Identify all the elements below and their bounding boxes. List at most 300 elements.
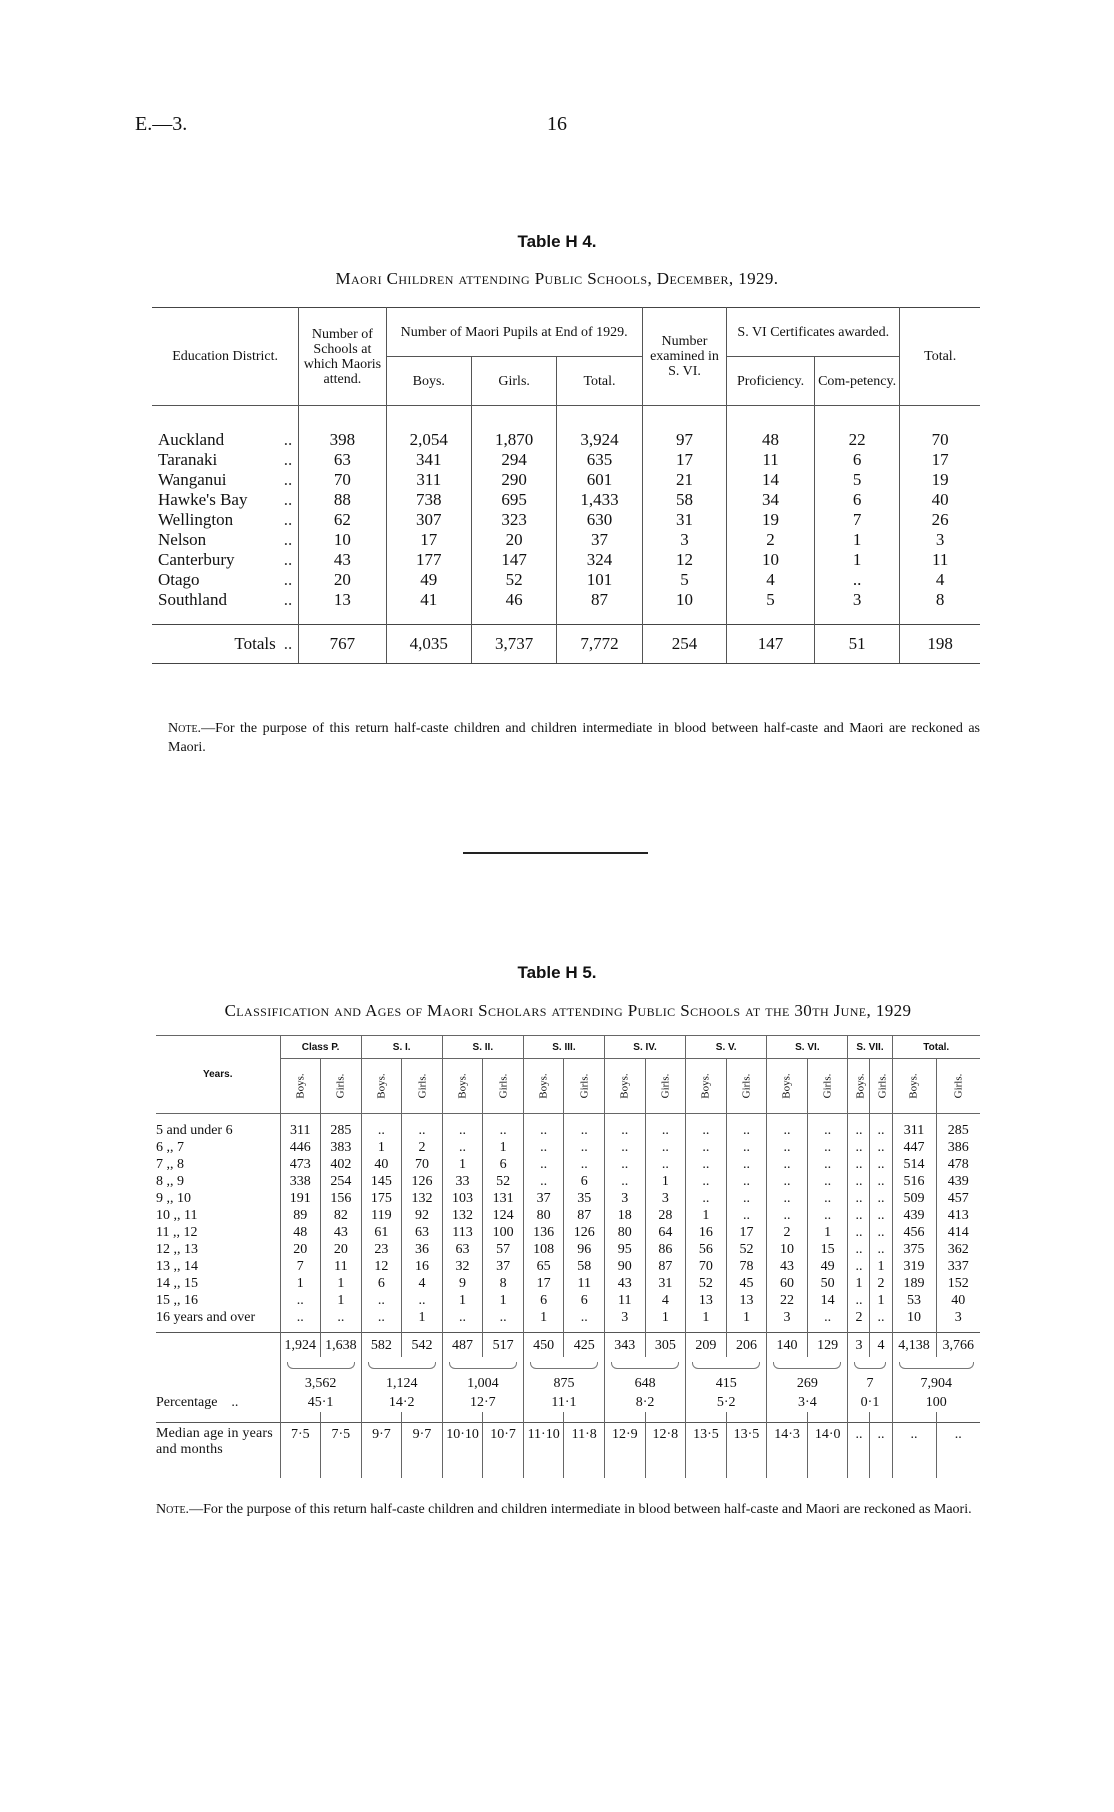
value-cell: .. — [807, 1207, 848, 1224]
col-proficiency: Proficiency. — [727, 357, 815, 406]
value-cell: .. — [848, 1258, 870, 1275]
cell-girls: 147 — [471, 550, 556, 570]
median-cell: 14·3 — [767, 1423, 808, 1479]
value-cell: 446 — [280, 1139, 321, 1156]
age-cell: 15 ,, 16 — [156, 1293, 198, 1308]
sum-cell: 425 — [564, 1333, 605, 1358]
value-cell: 4 — [645, 1292, 686, 1309]
value-cell: 3 — [936, 1309, 980, 1326]
cell-prof: 48 — [727, 430, 815, 450]
median-label: Median age in years and months — [156, 1423, 280, 1479]
value-cell: 58 — [564, 1258, 605, 1275]
district-cell — [152, 430, 299, 450]
cell-examined: 21 — [642, 470, 727, 490]
group-header: S. VII. — [848, 1036, 892, 1059]
combined-cell: 875 — [523, 1374, 604, 1393]
value-cell: 95 — [605, 1241, 646, 1258]
sum-cell: 209 — [686, 1333, 727, 1358]
group-brace — [449, 1362, 517, 1369]
total-cell-tot: 198 — [900, 625, 980, 664]
value-cell: .. — [686, 1173, 727, 1190]
value-cell: .. — [321, 1309, 362, 1326]
group-brace — [692, 1362, 760, 1369]
leader-dots: .. — [231, 1395, 239, 1410]
value-cell: 89 — [280, 1207, 321, 1224]
cell-comp: 1 — [814, 530, 900, 550]
median-cell: 11·8 — [564, 1423, 605, 1479]
col-girls: Girls. — [471, 357, 556, 406]
cell-tot: 40 — [900, 490, 980, 510]
total-cell-examined: 254 — [642, 625, 727, 664]
cell-total: 87 — [557, 590, 642, 610]
value-cell: 1 — [483, 1292, 524, 1309]
value-cell: 10 — [892, 1309, 936, 1326]
value-cell: 1 — [442, 1156, 483, 1173]
value-cell: 119 — [361, 1207, 402, 1224]
combined-cell: 648 — [605, 1374, 686, 1393]
value-cell: 20 — [280, 1241, 321, 1258]
value-cell: 56 — [686, 1241, 727, 1258]
group-header: S. I. — [361, 1036, 442, 1059]
percentage-cell: 0·1 — [848, 1393, 892, 1412]
brace-cell — [361, 1357, 442, 1374]
value-cell: 2 — [402, 1139, 443, 1156]
value-cell: 28 — [645, 1207, 686, 1224]
table-h4-title: Table H 4. — [517, 232, 597, 251]
value-cell: 1 — [321, 1292, 362, 1309]
value-cell: 17 — [726, 1224, 767, 1241]
cell-comp: 5 — [814, 470, 900, 490]
value-cell: 1 — [442, 1292, 483, 1309]
boys-label: Boys. — [456, 1073, 469, 1099]
sum-cell: 487 — [442, 1333, 483, 1358]
value-cell: 80 — [523, 1207, 564, 1224]
value-cell: 100 — [483, 1224, 524, 1241]
median-cell: 9·7 — [402, 1423, 443, 1479]
value-cell: 439 — [892, 1207, 936, 1224]
value-cell: .. — [361, 1309, 402, 1326]
girls-label: Girls. — [497, 1073, 510, 1099]
value-cell: 3 — [645, 1190, 686, 1207]
value-cell: 514 — [892, 1156, 936, 1173]
value-cell: 43 — [321, 1224, 362, 1241]
leader-dots: .. — [283, 634, 293, 653]
value-cell: 103 — [442, 1190, 483, 1207]
value-cell: .. — [726, 1139, 767, 1156]
boys-label: Boys. — [908, 1073, 920, 1099]
girls-header — [321, 1059, 362, 1114]
value-cell: .. — [402, 1122, 443, 1139]
value-cell: .. — [870, 1241, 892, 1258]
value-cell: 4 — [402, 1275, 443, 1292]
value-cell: 23 — [361, 1241, 402, 1258]
value-cell: 48 — [280, 1224, 321, 1241]
sum-cell: 206 — [726, 1333, 767, 1358]
value-cell: .. — [807, 1190, 848, 1207]
median-cell: 13·5 — [686, 1423, 727, 1479]
value-cell: 36 — [402, 1241, 443, 1258]
sum-cell: 3 — [848, 1333, 870, 1358]
cell-schools: 10 — [299, 530, 386, 550]
value-cell: 3 — [605, 1190, 646, 1207]
value-cell: .. — [848, 1173, 870, 1190]
value-cell: .. — [645, 1156, 686, 1173]
value-cell: .. — [807, 1122, 848, 1139]
value-cell: .. — [848, 1190, 870, 1207]
boys-label: Boys. — [375, 1073, 388, 1099]
value-cell: .. — [686, 1139, 727, 1156]
cell-boys: 49 — [386, 570, 471, 590]
value-cell: .. — [870, 1122, 892, 1139]
value-cell: 311 — [280, 1122, 321, 1139]
value-cell: 1 — [645, 1309, 686, 1326]
value-cell: .. — [848, 1122, 870, 1139]
cell-examined: 5 — [642, 570, 727, 590]
district-cell — [152, 570, 299, 590]
value-cell: .. — [564, 1156, 605, 1173]
value-cell: 126 — [564, 1224, 605, 1241]
girls-label: Girls. — [876, 1073, 889, 1099]
district-cell — [152, 470, 299, 490]
value-cell: 43 — [605, 1275, 646, 1292]
percentage-label-cell — [156, 1393, 280, 1412]
total-cell-total: 7,772 — [557, 625, 642, 664]
girls-label: Girls. — [659, 1073, 672, 1099]
value-cell: 22 — [767, 1292, 808, 1309]
group-header: S. V. — [686, 1036, 767, 1059]
group-header: S. II. — [442, 1036, 523, 1059]
girls-label: Girls. — [578, 1073, 591, 1099]
table-h4-note — [168, 719, 980, 757]
leader-dots: .. — [283, 570, 293, 589]
value-cell: 338 — [280, 1173, 321, 1190]
girls-header — [870, 1059, 892, 1114]
value-cell: 132 — [402, 1190, 443, 1207]
value-cell: 113 — [442, 1224, 483, 1241]
boys-header — [280, 1059, 321, 1114]
value-cell: 87 — [564, 1207, 605, 1224]
page-header — [135, 113, 979, 141]
value-cell: 285 — [936, 1122, 980, 1139]
median-cell: 14·0 — [807, 1423, 848, 1479]
total-cell-schools: 767 — [299, 625, 386, 664]
value-cell: 31 — [645, 1275, 686, 1292]
girls-label: Girls. — [821, 1073, 834, 1099]
value-cell: 402 — [321, 1156, 362, 1173]
cell-boys: 41 — [386, 590, 471, 610]
value-cell: 65 — [523, 1258, 564, 1275]
boys-label: Boys. — [855, 1073, 868, 1099]
value-cell: .. — [870, 1156, 892, 1173]
value-cell: .. — [870, 1173, 892, 1190]
total-cell-comp: 51 — [814, 625, 900, 664]
district-cell — [152, 590, 299, 610]
cell-total: 101 — [557, 570, 642, 590]
spacer-row — [156, 1412, 980, 1423]
value-cell: 285 — [321, 1122, 362, 1139]
group-brace — [287, 1362, 355, 1369]
brace-cell — [686, 1357, 767, 1374]
leader-dots: .. — [283, 550, 293, 569]
brace-cell — [605, 1357, 686, 1374]
totals-label: Totals — [234, 634, 276, 653]
value-cell: .. — [767, 1156, 808, 1173]
median-cell: 9·7 — [361, 1423, 402, 1479]
value-cell: 6 — [564, 1292, 605, 1309]
cell-schools: 20 — [299, 570, 386, 590]
boys-label: Boys. — [699, 1073, 712, 1099]
combined-cell: 1,124 — [361, 1374, 442, 1393]
value-cell: 61 — [361, 1224, 402, 1241]
value-cell: .. — [361, 1122, 402, 1139]
total-cell-girls: 3,737 — [471, 625, 556, 664]
group-header: S. III. — [523, 1036, 604, 1059]
col-pupils-total: Total. — [557, 357, 642, 406]
median-cell: 7·5 — [280, 1423, 321, 1479]
district-name: Taranaki — [158, 450, 218, 469]
value-cell: .. — [605, 1139, 646, 1156]
value-cell: .. — [605, 1122, 646, 1139]
value-cell: 63 — [402, 1224, 443, 1241]
boys-label: Boys. — [294, 1073, 307, 1099]
value-cell: 33 — [442, 1173, 483, 1190]
cell-total: 3,924 — [557, 430, 642, 450]
group-header: S. VI. — [767, 1036, 848, 1059]
note-label: Note. — [156, 1502, 190, 1517]
cell-prof: 14 — [727, 470, 815, 490]
girls-header — [936, 1059, 980, 1114]
value-cell: 2 — [848, 1309, 870, 1326]
value-cell: .. — [605, 1156, 646, 1173]
value-cell: .. — [848, 1207, 870, 1224]
median-cell: .. — [892, 1423, 936, 1479]
value-cell: 1 — [645, 1173, 686, 1190]
median-cell: 11·10 — [523, 1423, 564, 1479]
value-cell: .. — [726, 1173, 767, 1190]
value-cell: .. — [686, 1190, 727, 1207]
table-row — [156, 1224, 980, 1241]
value-cell: .. — [767, 1190, 808, 1207]
value-cell: 152 — [936, 1275, 980, 1292]
value-cell: .. — [870, 1190, 892, 1207]
cell-tot: 8 — [900, 590, 980, 610]
value-cell: 3 — [767, 1309, 808, 1326]
value-cell: .. — [726, 1122, 767, 1139]
value-cell: 131 — [483, 1190, 524, 1207]
sum-label-cell — [156, 1333, 280, 1358]
cell-schools: 13 — [299, 590, 386, 610]
sum-cell: 129 — [807, 1333, 848, 1358]
note-label: Note. — [168, 721, 202, 736]
percentage-cell: 45·1 — [280, 1393, 361, 1412]
district-name: Auckland — [158, 430, 225, 449]
cell-examined: 17 — [642, 450, 727, 470]
age-cell: 9 ,, 10 — [156, 1191, 191, 1206]
girls-header — [726, 1059, 767, 1114]
cell-tot: 11 — [900, 550, 980, 570]
value-cell: .. — [361, 1292, 402, 1309]
median-cell: .. — [936, 1423, 980, 1479]
value-cell: .. — [767, 1207, 808, 1224]
value-cell: 375 — [892, 1241, 936, 1258]
note-text: —For the purpose of this return half-caste children and children intermediate in blood between half-caste and Maori are reckoned as Maori. — [189, 1502, 972, 1517]
value-cell: 132 — [442, 1207, 483, 1224]
median-cell: .. — [870, 1423, 892, 1479]
sum-cell: 450 — [523, 1333, 564, 1358]
age-cell: 12 ,, 13 — [156, 1242, 198, 1257]
age-cell: 13 ,, 14 — [156, 1259, 198, 1274]
years-header: Years. — [156, 1036, 280, 1114]
totals-label-cell — [152, 625, 299, 664]
percentage-cell: 8·2 — [605, 1393, 686, 1412]
combined-cell: 3,562 — [280, 1374, 361, 1393]
value-cell: 90 — [605, 1258, 646, 1275]
value-cell: .. — [686, 1122, 727, 1139]
leader-dots: .. — [283, 470, 293, 489]
value-cell: 175 — [361, 1190, 402, 1207]
table-row — [152, 450, 980, 470]
age-cell: 11 ,, 12 — [156, 1225, 198, 1240]
sum-cell: 140 — [767, 1333, 808, 1358]
value-cell: .. — [726, 1190, 767, 1207]
value-cell: 473 — [280, 1156, 321, 1173]
median-row — [156, 1423, 980, 1479]
col-examined: Number examined in S. VI. — [642, 308, 727, 406]
combined-label-cell — [156, 1374, 280, 1393]
col-competency: Com-petency. — [814, 357, 900, 406]
table-row — [152, 470, 980, 490]
cell-comp: 3 — [814, 590, 900, 610]
value-cell: 1 — [321, 1275, 362, 1292]
district-name: Wanganui — [158, 470, 227, 489]
cell-prof: 11 — [727, 450, 815, 470]
value-cell: .. — [848, 1156, 870, 1173]
value-cell: .. — [523, 1173, 564, 1190]
age-cell: 14 ,, 15 — [156, 1276, 198, 1291]
girls-header — [807, 1059, 848, 1114]
value-cell: 12 — [361, 1258, 402, 1275]
cell-total: 630 — [557, 510, 642, 530]
cell-boys: 177 — [386, 550, 471, 570]
value-cell: .. — [767, 1139, 808, 1156]
value-cell: 362 — [936, 1241, 980, 1258]
group-brace — [773, 1362, 841, 1369]
col-schools: Number of Schools at which Maoris attend. — [299, 308, 386, 406]
value-cell: .. — [523, 1122, 564, 1139]
cell-boys: 17 — [386, 530, 471, 550]
value-cell: .. — [848, 1224, 870, 1241]
value-cell: 383 — [321, 1139, 362, 1156]
brace-label-cell — [156, 1357, 280, 1374]
district-name: Southland — [158, 590, 227, 609]
group-header: Total. — [892, 1036, 980, 1059]
value-cell: .. — [807, 1309, 848, 1326]
cell-total: 635 — [557, 450, 642, 470]
value-cell: 37 — [523, 1190, 564, 1207]
cell-schools: 398 — [299, 430, 386, 450]
boys-header — [686, 1059, 727, 1114]
section-divider — [463, 852, 648, 854]
age-cell: 8 ,, 9 — [156, 1174, 184, 1189]
total-cell-boys: 4,035 — [386, 625, 471, 664]
cell-prof: 4 — [727, 570, 815, 590]
value-cell: 136 — [523, 1224, 564, 1241]
value-cell: 8 — [483, 1275, 524, 1292]
document-reference: E.—3. — [135, 113, 188, 135]
cell-comp: 1 — [814, 550, 900, 570]
value-cell: .. — [848, 1292, 870, 1309]
boys-label: Boys. — [537, 1073, 550, 1099]
value-cell: 16 — [402, 1258, 443, 1275]
value-cell: .. — [870, 1207, 892, 1224]
value-cell: 1 — [483, 1139, 524, 1156]
district-name: Hawke's Bay — [158, 490, 248, 509]
cell-prof: 34 — [727, 490, 815, 510]
cell-comp: 22 — [814, 430, 900, 450]
cell-schools: 43 — [299, 550, 386, 570]
value-cell: 1 — [686, 1207, 727, 1224]
median-cell: 12·8 — [645, 1423, 686, 1479]
cell-boys: 2,054 — [386, 430, 471, 450]
value-cell: 49 — [807, 1258, 848, 1275]
value-cell: 87 — [645, 1258, 686, 1275]
cell-prof: 19 — [727, 510, 815, 530]
brace-cell — [767, 1357, 848, 1374]
value-cell: 7 — [280, 1258, 321, 1275]
value-cell: .. — [564, 1122, 605, 1139]
value-cell: 16 — [686, 1224, 727, 1241]
value-cell: 1 — [523, 1309, 564, 1326]
value-cell: 9 — [442, 1275, 483, 1292]
value-cell: .. — [848, 1139, 870, 1156]
value-cell: 509 — [892, 1190, 936, 1207]
district-name: Canterbury — [158, 550, 235, 569]
combined-row — [156, 1374, 980, 1393]
sum-cell: 1,924 — [280, 1333, 321, 1358]
cell-total: 601 — [557, 470, 642, 490]
percentage-cell: 12·7 — [442, 1393, 523, 1412]
sum-cell: 542 — [402, 1333, 443, 1358]
spacer-row — [152, 610, 980, 625]
cell-boys: 738 — [386, 490, 471, 510]
value-cell: 124 — [483, 1207, 524, 1224]
value-cell: 1 — [870, 1258, 892, 1275]
col-pupils: Number of Maori Pupils at End of 1929. — [386, 308, 642, 357]
brace-cell — [892, 1357, 980, 1374]
value-cell: .. — [686, 1156, 727, 1173]
cell-girls: 52 — [471, 570, 556, 590]
value-cell: 6 — [483, 1156, 524, 1173]
combined-cell: 1,004 — [442, 1374, 523, 1393]
value-cell: 1 — [402, 1309, 443, 1326]
value-cell: 6 — [361, 1275, 402, 1292]
cell-prof: 2 — [727, 530, 815, 550]
table-row — [152, 490, 980, 510]
cell-boys: 307 — [386, 510, 471, 530]
cell-total: 1,433 — [557, 490, 642, 510]
cell-comp: 7 — [814, 510, 900, 530]
table-row — [156, 1258, 980, 1275]
value-cell: 78 — [726, 1258, 767, 1275]
cell-girls: 46 — [471, 590, 556, 610]
value-cell: .. — [870, 1224, 892, 1241]
district-cell — [152, 490, 299, 510]
value-cell: 52 — [726, 1241, 767, 1258]
table-row — [152, 550, 980, 570]
value-cell: 189 — [892, 1275, 936, 1292]
value-cell: 457 — [936, 1190, 980, 1207]
table-row — [156, 1207, 980, 1224]
